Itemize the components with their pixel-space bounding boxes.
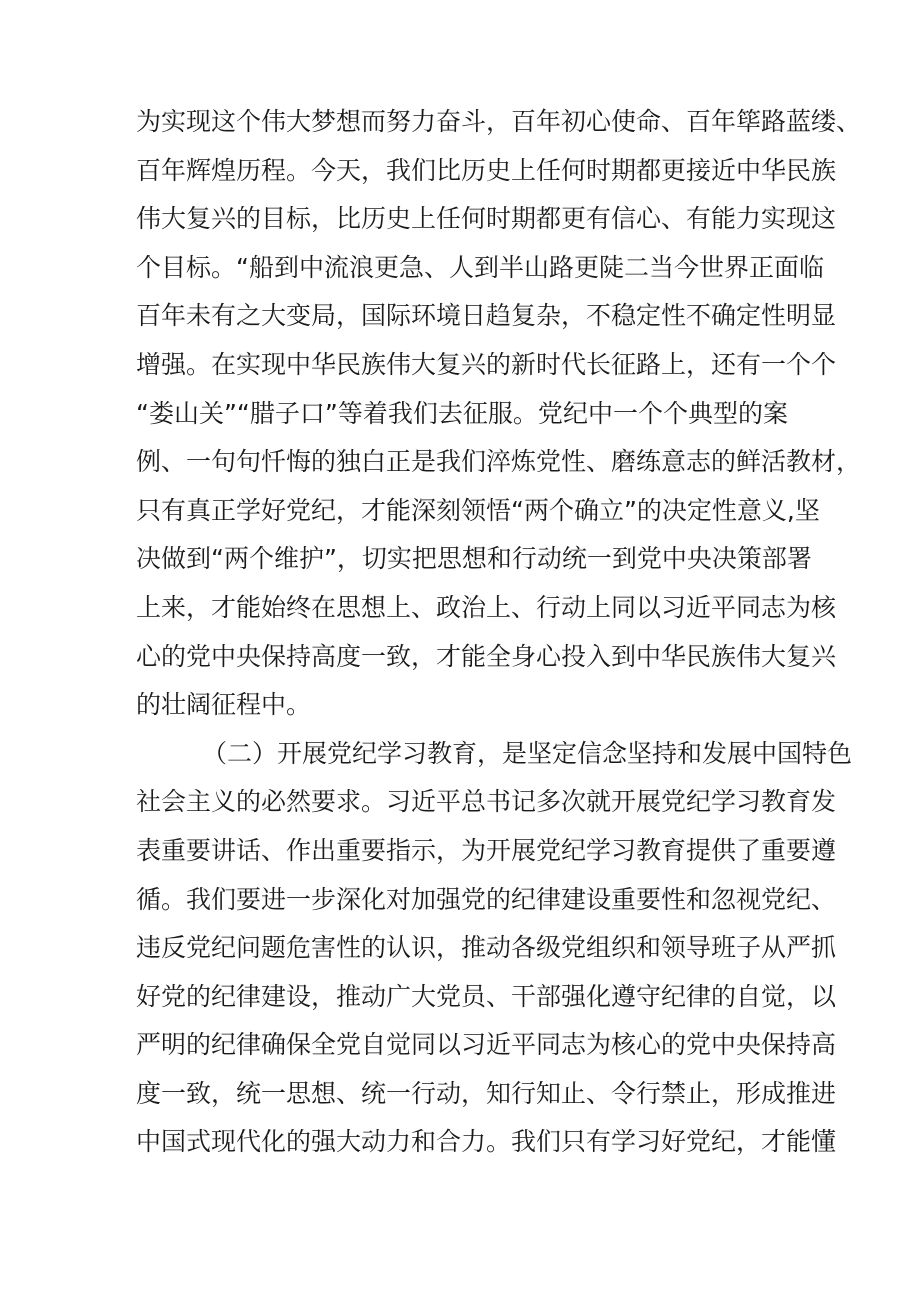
text-line: 的壮阔征程中。	[136, 690, 312, 720]
text-line: 心的党中央保持高度一致，才能全身心投入到中华民族伟大复兴	[136, 641, 837, 671]
text-line: （二）开展党纪学习教育，是坚定信念坚持和发展中国特色	[202, 738, 853, 768]
document-body	[136, 98, 862, 1167]
text-line: 好党的纪律建设，推动广大党员、干部强化遵守纪律的自觉，以	[136, 981, 837, 1011]
text-line: 百年辉煌历程。今天，我们比历史上任何时期都更接近中华民族	[136, 155, 837, 185]
text-line: 增强。在实现中华民族伟大复兴的新时代长征路上，还有一个个	[136, 349, 837, 379]
text-line: 决做到“两个维护”，切实把思想和行动统一到党中央决策部署	[136, 544, 812, 574]
text-line: 为实现这个伟大梦想而努力奋斗，百年初心使命、百年筚路蓝缕、	[136, 107, 862, 136]
paragraph-2	[136, 730, 853, 1167]
text-line: 违反党纪问题危害性的认识，推动各级党组织和领导班子从严抓	[136, 933, 837, 963]
text-line: 中国式现代化的强大动力和合力。我们只有学习好党纪，才能懂	[136, 1127, 837, 1157]
text-line: 循。我们要进一步深化对加强党的纪律建设重要性和忽视党纪、	[136, 884, 837, 914]
text-line: 个目标。“船到中流浪更急、人到半山路更陡二当今世界正面临	[136, 252, 824, 282]
text-line: 严明的纪律确保全党自觉同以习近平同志为核心的党中央保持高	[136, 1030, 837, 1060]
paragraph-1	[136, 98, 862, 730]
text-line: 伟大复兴的目标，比历史上任何时期都更有信心、有能力实现这	[136, 204, 837, 234]
text-line: “娄山关”“腊子口”等着我们去征服。党纪中一个个典型的案	[136, 398, 788, 428]
text-line: 上来，才能始终在思想上、政治上、行动上同以习近平同志为核	[136, 592, 837, 622]
text-line: 社会主义的必然要求。习近平总书记多次就开展党纪学习教育发	[136, 787, 837, 817]
text-line: 只有真正学好党纪，才能深刻领悟“两个确立”的决定性意义,坚	[136, 495, 820, 525]
text-line: 表重要讲话、作出重要指示，为开展党纪学习教育提供了重要遵	[136, 835, 837, 865]
text-line: 百年未有之大变局，国际环境日趋复杂，不稳定性不确定性明显	[136, 301, 837, 331]
text-line: 度一致，统一思想、统一行动，知行知止、令行禁止，形成推进	[136, 1078, 837, 1108]
text-line: 例、一句句忏悔的独白正是我们淬炼党性、磨练意志的鲜活教材，	[136, 447, 862, 477]
